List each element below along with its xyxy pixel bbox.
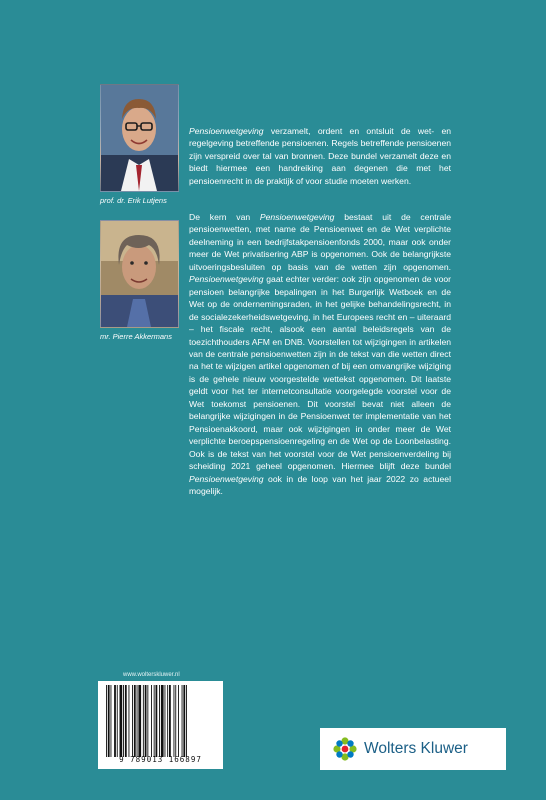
publisher-logo xyxy=(320,728,506,770)
barcode-bars xyxy=(106,685,215,757)
text-segment: Pensioenwetgeving xyxy=(189,126,264,136)
text-segment: verzamelt, ordent en ontsluit de wet- en regelgeving betreffende pensioenen. Regels betreffende pensioenen zijn verspreid over tal van bronnen. Deze bundel verzamelt deze en biedt hiermee een handreiking aan degenen die met het pensioenrecht in de praktijk of voor studie moeten werken. xyxy=(189,126,451,186)
barcode xyxy=(98,681,223,769)
text-segment: gaat echter verder: ook zijn opgenomen de voor pensioen belangrijke bepalingen in het Burgerlijk Wetboek en de Wet op de ondernemingsraden, in het gelijke behandelingsrecht, in de socialezekerheidswetgeving, in het Europees recht en – uiteraard – het fiscale recht, alsook een aantal beleidsregels van de toezichthouders AFM en DNB. Voorstellen tot wijzigingen in artikelen van de centrale pensioenwetten zijn in de tekst van die wetten direct na het te wijzigen artikel opgenomen of bij een omvangrijke wijziging is de gehele nieuw voorgestelde wettekst opgenomen. Dit laatste geldt voor het ter internetconsultatie voorgelegde voorstel voor de Wet toekomst pensioenen. Dit voorstel bevat niet alleen de belangrijke wijzigingen in de Pensioenwet ter implementatie van het Pensioenakkoord, maar ook wijzigingen in onder meer de Wet verplichte beroepspensioenregeling en de Wet op de Loonbelasting. Ook is de tekst van het voorstel voor de Wet pensioenverdeling bij scheiding 2021 geheel opgenomen. Hiermee blijft deze bundel xyxy=(189,274,451,472)
intro-paragraph xyxy=(189,125,451,187)
text-segment: Pensioenwetgeving xyxy=(189,473,264,484)
publisher-name: Wolters Kluwer xyxy=(364,740,468,757)
text-segment: bestaat uit de centrale pensioenwetten, met name de Pensioenwet en de Wet verplichte deelneming in een bedrijfstakpensioenfonds 2000, maar ook onder meer de Wet privatisering ABP is opgenomen. Ook de belangrijkste uitvoeringsbesluiten op basis van de wetten zijn opgenomen. xyxy=(189,212,451,272)
author-caption: mr. Pierre Akkermans xyxy=(100,332,172,341)
author-caption: prof. dr. Erik Lutjens xyxy=(100,196,167,205)
wolters-kluwer-logo-icon xyxy=(332,736,358,762)
text-segment: De kern van xyxy=(189,212,260,222)
author-photo-lutjens xyxy=(100,84,179,192)
text-segment: Pensioenwetgeving xyxy=(189,274,264,285)
author-photo-akkermans xyxy=(100,220,179,328)
body-paragraph xyxy=(189,211,451,497)
text-segment: Pensioenwetgeving xyxy=(259,212,335,222)
text-segment: ook in de loop van het jaar 2022 zo actueel mogelijk. xyxy=(189,473,451,496)
isbn-number: 9 789013 166897 xyxy=(119,755,202,764)
publisher-website: www.wolterskluwer.nl xyxy=(123,672,180,678)
